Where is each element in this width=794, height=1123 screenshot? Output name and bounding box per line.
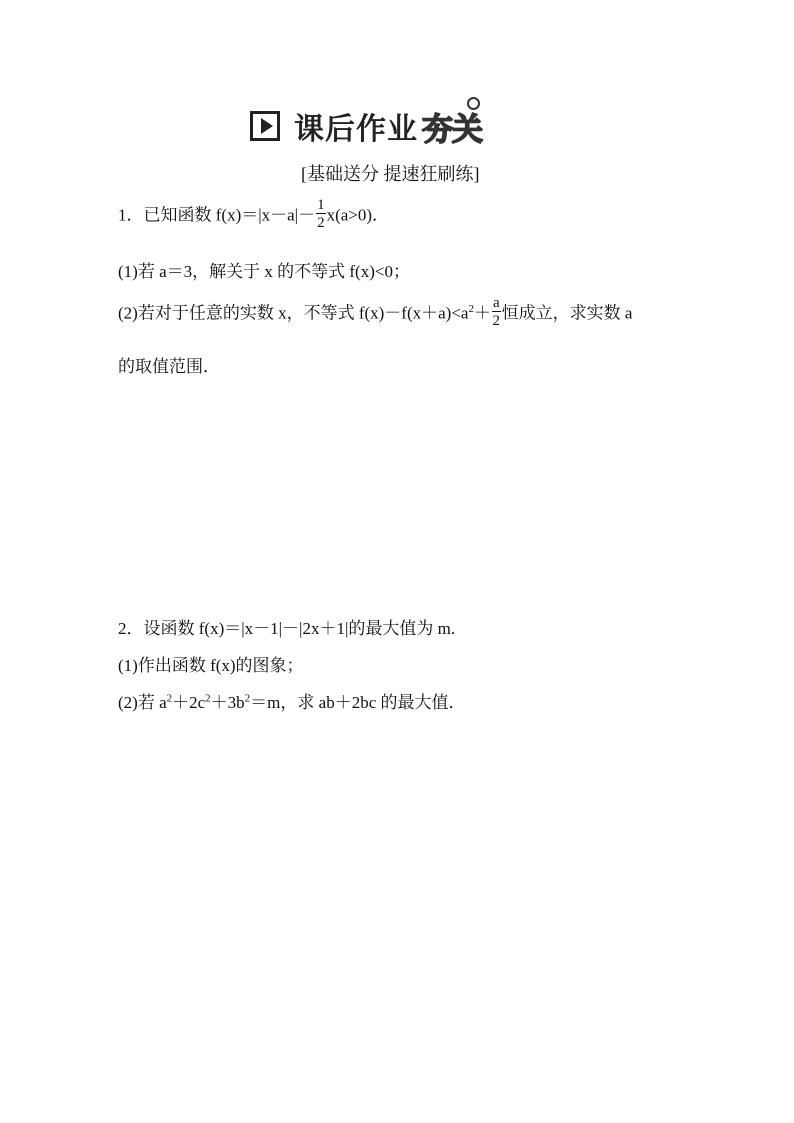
fraction-one-half: $\frac{1}{2}$	[317, 197, 325, 231]
problem-1-stem: 1．已知函数 f(x)＝|x－a|－ $\frac{1}{2}$ x(a>0)．	[118, 197, 390, 231]
play-icon	[250, 111, 280, 141]
brand-dot-icon	[467, 97, 480, 110]
problem-2-part-2: (2)若 $a^2+2c^2+3b^2=m$，求 ab＋2bc 的最大值．	[118, 692, 466, 712]
problem-2-stem: 2．设函数 f(x)＝|x－1|－|2x＋1|的最大值为 m.	[118, 619, 456, 638]
problem-1-part-2: (2)若对于任意的实数 x，不等式 $f(x)-f(x+a)<a^2+$ $\frac{a}{2}$ 恒成立，求实数 a	[118, 295, 633, 329]
banner-brand-logo: 夯关	[422, 104, 482, 149]
section-subtitle: [基础送分 提速狂刷练]	[301, 164, 480, 184]
problem-1-part-1: (1)若 a＝3，解关于 x 的不等式 f(x)<0；	[118, 262, 410, 281]
problem-1-part-2-continuation: 的取值范围．	[118, 357, 220, 376]
problem-2-part-1: (1)作出函数 f(x)的图象；	[118, 656, 304, 675]
section-banner	[250, 102, 482, 150]
fraction-a-half: $\frac{a}{2}$	[492, 295, 501, 329]
banner-title: 课后作业	[294, 112, 418, 147]
